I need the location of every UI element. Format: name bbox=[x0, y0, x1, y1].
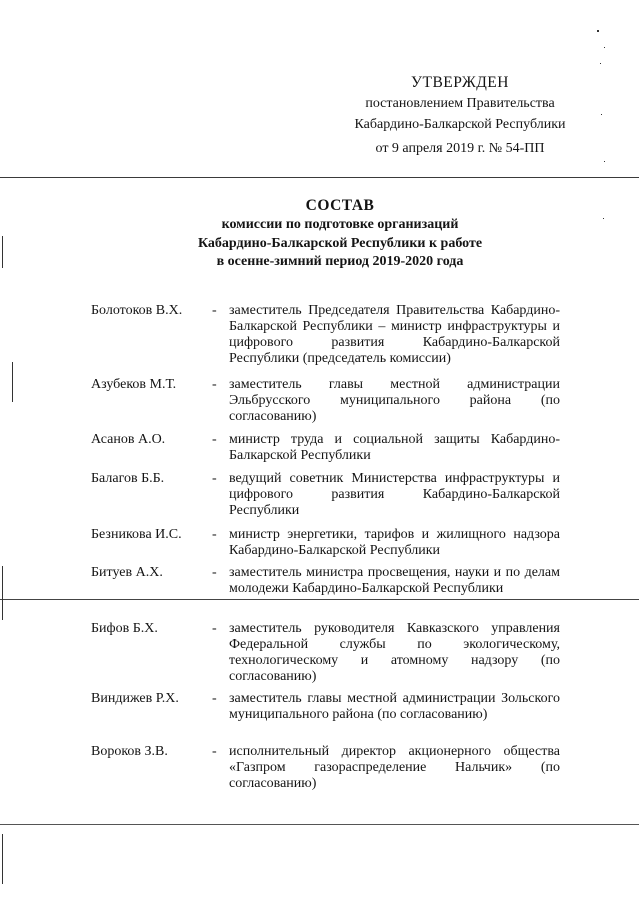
member-name: Битуев А.Х. bbox=[91, 565, 163, 580]
member-role: министр труда и социальной защиты Кабардино-Балкарской Республики bbox=[229, 432, 560, 463]
member-role: заместитель руководителя Кавказского управления Федеральной службы по экологическому, технологическому и атомному надзору (по согласованию) bbox=[229, 621, 560, 684]
scan-speck bbox=[600, 63, 601, 64]
title-line-2: комиссии по подготовке организаций bbox=[221, 217, 459, 232]
member-role: ведущий советник Министерства инфраструктуры и цифрового развития Кабардино-Балкарской Республики bbox=[229, 471, 560, 518]
member-name: Балагов Б.Б. bbox=[91, 471, 165, 486]
member-dash: - bbox=[212, 432, 217, 447]
member-dash: - bbox=[212, 527, 217, 542]
scan-edge-mark bbox=[2, 834, 3, 884]
member-dash: - bbox=[212, 565, 217, 580]
member-role: министр энергетики, тарифов и жилищного надзора Кабардино-Балкарской Республики bbox=[229, 527, 560, 558]
title-line-1: СОСТАВ bbox=[305, 197, 375, 214]
member-dash: - bbox=[212, 377, 217, 392]
scan-edge-mark bbox=[12, 362, 13, 402]
title-line-3: Кабардино-Балкарской Республики к работе bbox=[197, 235, 483, 251]
member-name: Бифов Б.Х. bbox=[91, 621, 158, 636]
member-dash: - bbox=[212, 744, 217, 759]
member-role: заместитель главы местной администрации Зольского муниципального района (по согласованию) bbox=[229, 691, 560, 722]
scan-speck bbox=[601, 114, 602, 115]
member-dash: - bbox=[212, 471, 217, 486]
scan-edge-mark bbox=[2, 236, 3, 268]
scan-speck bbox=[603, 218, 604, 219]
member-name: Безникова И.С. bbox=[91, 527, 182, 542]
member-name: Азубеков М.Т. bbox=[91, 377, 177, 392]
scan-speck bbox=[597, 30, 599, 32]
member-role: заместитель Председателя Правительства Кабардино-Балкарской Республики – министр инфраструктуры и цифрового развития Кабардино-Балкарской Республики (председатель комиссии) bbox=[229, 303, 560, 366]
member-role: исполнительный директор акционерного общества «Газпром газораспределение Нальчик» (по согласованию) bbox=[229, 744, 560, 791]
member-role: заместитель министра просвещения, науки и по делам молодежи Кабардино-Балкарской Республики bbox=[229, 565, 560, 596]
approved-label: УТВЕРЖДЕН bbox=[411, 74, 509, 91]
approval-line-1: постановлением Правительства bbox=[365, 96, 555, 111]
member-dash: - bbox=[212, 621, 217, 636]
member-name: Вороков З.В. bbox=[91, 744, 168, 759]
bottom-scan-line bbox=[0, 824, 639, 825]
member-dash: - bbox=[212, 303, 217, 318]
scan-edge-mark bbox=[2, 566, 3, 620]
decree-date: от 9 апреля 2019 г. № 54-ПП bbox=[375, 141, 545, 156]
scan-line-through-text bbox=[0, 599, 639, 600]
approval-line-2: Кабардино-Балкарской Республики bbox=[354, 117, 566, 132]
scan-speck bbox=[604, 47, 605, 48]
member-name: Асанов А.О. bbox=[91, 432, 166, 447]
member-name: Болотоков В.Х. bbox=[91, 303, 183, 318]
member-dash: - bbox=[212, 691, 217, 706]
member-role: заместитель главы местной администрации Эльбрусского муниципального района (по согласованию) bbox=[229, 377, 560, 424]
scan-speck bbox=[604, 161, 605, 162]
member-name: Виндижев Р.Х. bbox=[91, 691, 179, 706]
title-line-4: в осенне-зимний период 2019-2020 года bbox=[216, 254, 464, 269]
